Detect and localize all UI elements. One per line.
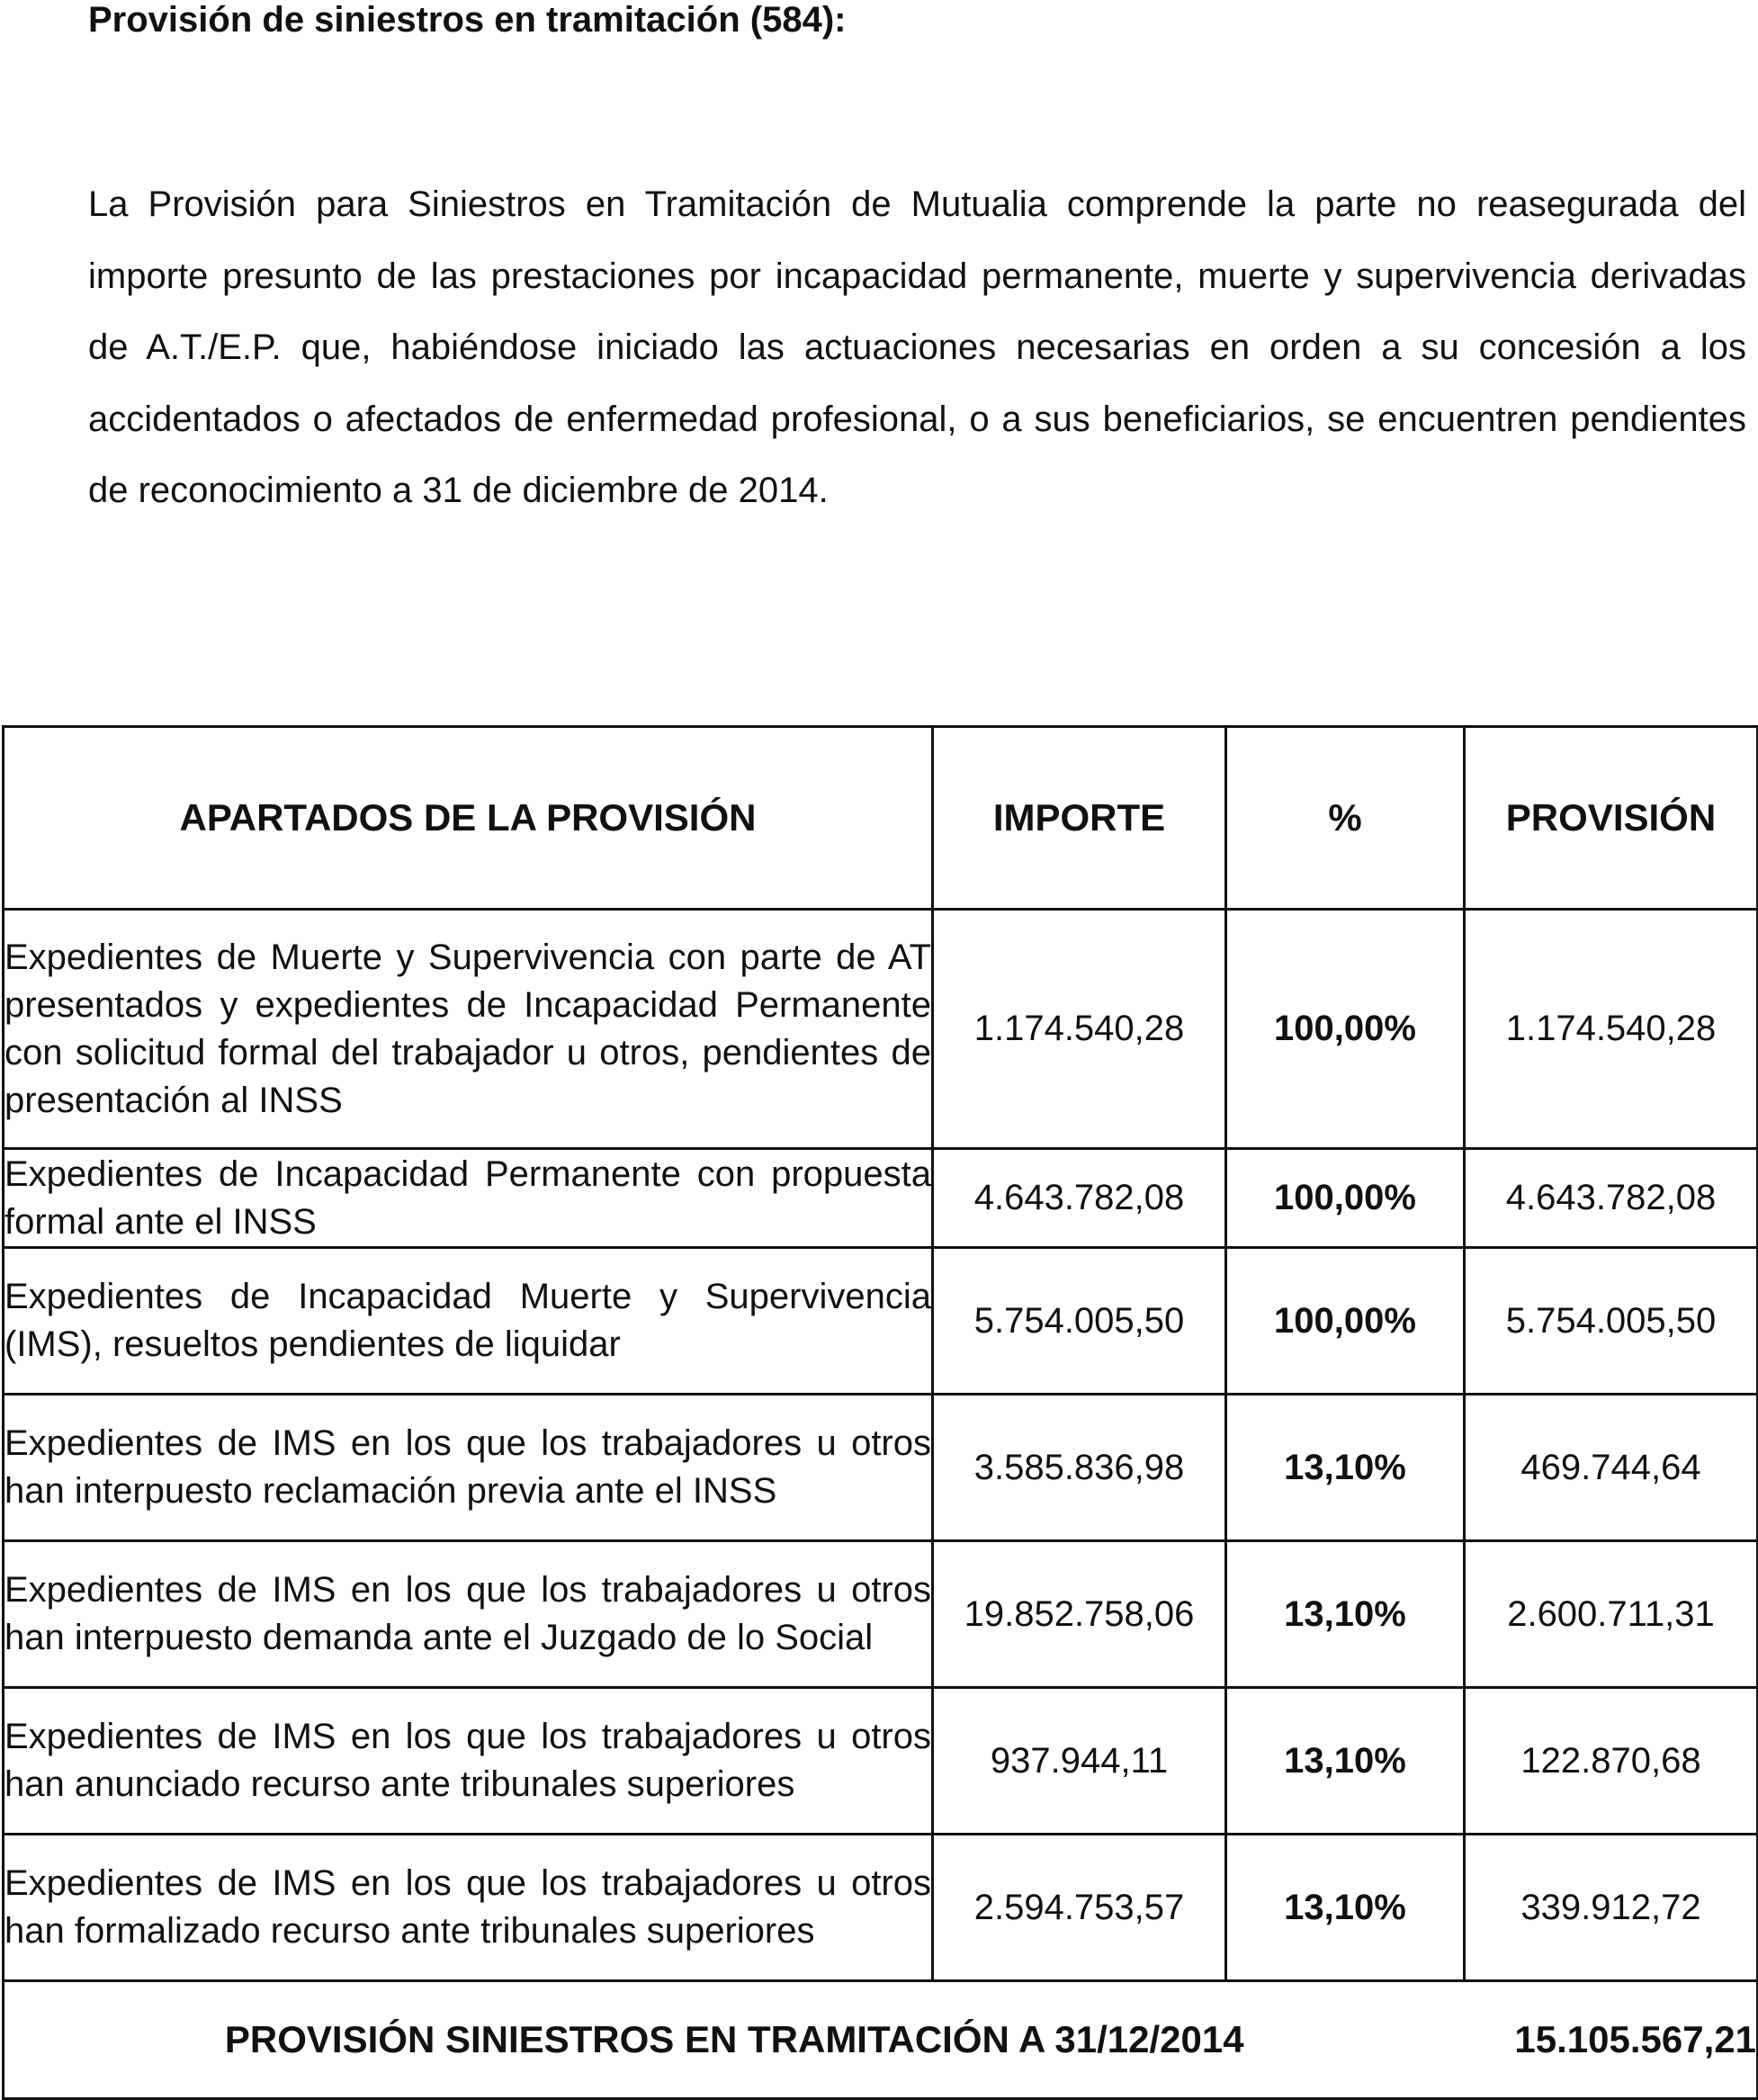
provision-table xyxy=(2,725,1758,2100)
row-apartado: Expedientes de IMS en los que los trabajadores u otros han anunciado recurso ante tribunales superiores xyxy=(4,1688,933,1835)
total-row xyxy=(4,1981,1758,2099)
row-importe: 937.944,11 xyxy=(933,1688,1226,1835)
header-provision: PROVISIÓN xyxy=(1465,727,1758,910)
row-apartado: Expedientes de IMS en los que los trabajadores u otros han formalizado recurso ante tribunales superiores xyxy=(4,1835,933,1981)
row-apartado: Expedientes de Incapacidad Permanente con propuesta formal ante el INSS xyxy=(4,1149,933,1248)
table-row xyxy=(4,1835,1758,1981)
header-porcentaje: % xyxy=(1226,727,1465,910)
row-importe: 4.643.782,08 xyxy=(933,1149,1226,1248)
row-apartado: Expedientes de IMS en los que los trabajadores u otros han interpuesto reclamación previa ante el INSS xyxy=(4,1395,933,1541)
row-porcentaje: 13,10% xyxy=(1226,1541,1465,1688)
section-heading: Provisión de siniestros en tramitación (584): xyxy=(88,0,847,40)
row-porcentaje: 100,00% xyxy=(1226,1248,1465,1395)
table-row xyxy=(4,1149,1758,1248)
row-provision: 2.600.711,31 xyxy=(1465,1541,1758,1688)
row-provision: 122.870,68 xyxy=(1465,1688,1758,1835)
table-row xyxy=(4,1395,1758,1541)
row-porcentaje: 13,10% xyxy=(1226,1688,1465,1835)
description-paragraph: La Provisión para Siniestros en Tramitación de Mutualia comprende la parte no reasegurada del importe presunto de las prestaciones por incapacidad permanente, muerte y supervivencia derivadas de A.T./E.P. que, habiéndose iniciado las actuaciones necesarias en orden a su concesión a los accidentados o afectados de enfermedad profesional, o a sus beneficiarios, se encuentren pendientes de reconocimiento a 31 de diciembre de 2014. xyxy=(88,184,1746,510)
row-provision: 339.912,72 xyxy=(1465,1835,1758,1981)
row-provision: 469.744,64 xyxy=(1465,1395,1758,1541)
row-porcentaje: 100,00% xyxy=(1226,1149,1465,1248)
row-porcentaje: 13,10% xyxy=(1226,1835,1465,1981)
row-importe: 5.754.005,50 xyxy=(933,1248,1226,1395)
row-provision: 5.754.005,50 xyxy=(1465,1248,1758,1395)
row-importe: 2.594.753,57 xyxy=(933,1835,1226,1981)
row-importe: 3.585.836,98 xyxy=(933,1395,1226,1541)
row-porcentaje: 13,10% xyxy=(1226,1395,1465,1541)
row-importe: 1.174.540,28 xyxy=(933,910,1226,1149)
row-importe: 19.852.758,06 xyxy=(933,1541,1226,1688)
row-apartado: Expedientes de Muerte y Supervivencia con parte de AT presentados y expedientes de Incapacidad Permanente con solicitud formal del trabajador u otros, pendientes de presentación al INSS xyxy=(4,910,933,1149)
table-row xyxy=(4,1541,1758,1688)
row-porcentaje: 100,00% xyxy=(1226,910,1465,1149)
total-value: 15.105.567,21 xyxy=(1465,1981,1758,2099)
table-header-row xyxy=(4,727,1758,910)
row-provision: 4.643.782,08 xyxy=(1465,1149,1758,1248)
table-row xyxy=(4,1248,1758,1395)
header-importe: IMPORTE xyxy=(933,727,1226,910)
total-label: PROVISIÓN SINIESTROS EN TRAMITACIÓN A 31/12/2014 xyxy=(4,1981,1465,2099)
table-row xyxy=(4,1688,1758,1835)
header-apartados: APARTADOS DE LA PROVISIÓN xyxy=(4,727,933,910)
row-provision: 1.174.540,28 xyxy=(1465,910,1758,1149)
row-apartado: Expedientes de IMS en los que los trabajadores u otros han interpuesto demanda ante el Juzgado de lo Social xyxy=(4,1541,933,1688)
row-apartado: Expedientes de Incapacidad Muerte y Supervivencia (IMS), resueltos pendientes de liquidar xyxy=(4,1248,933,1395)
table-row xyxy=(4,910,1758,1149)
